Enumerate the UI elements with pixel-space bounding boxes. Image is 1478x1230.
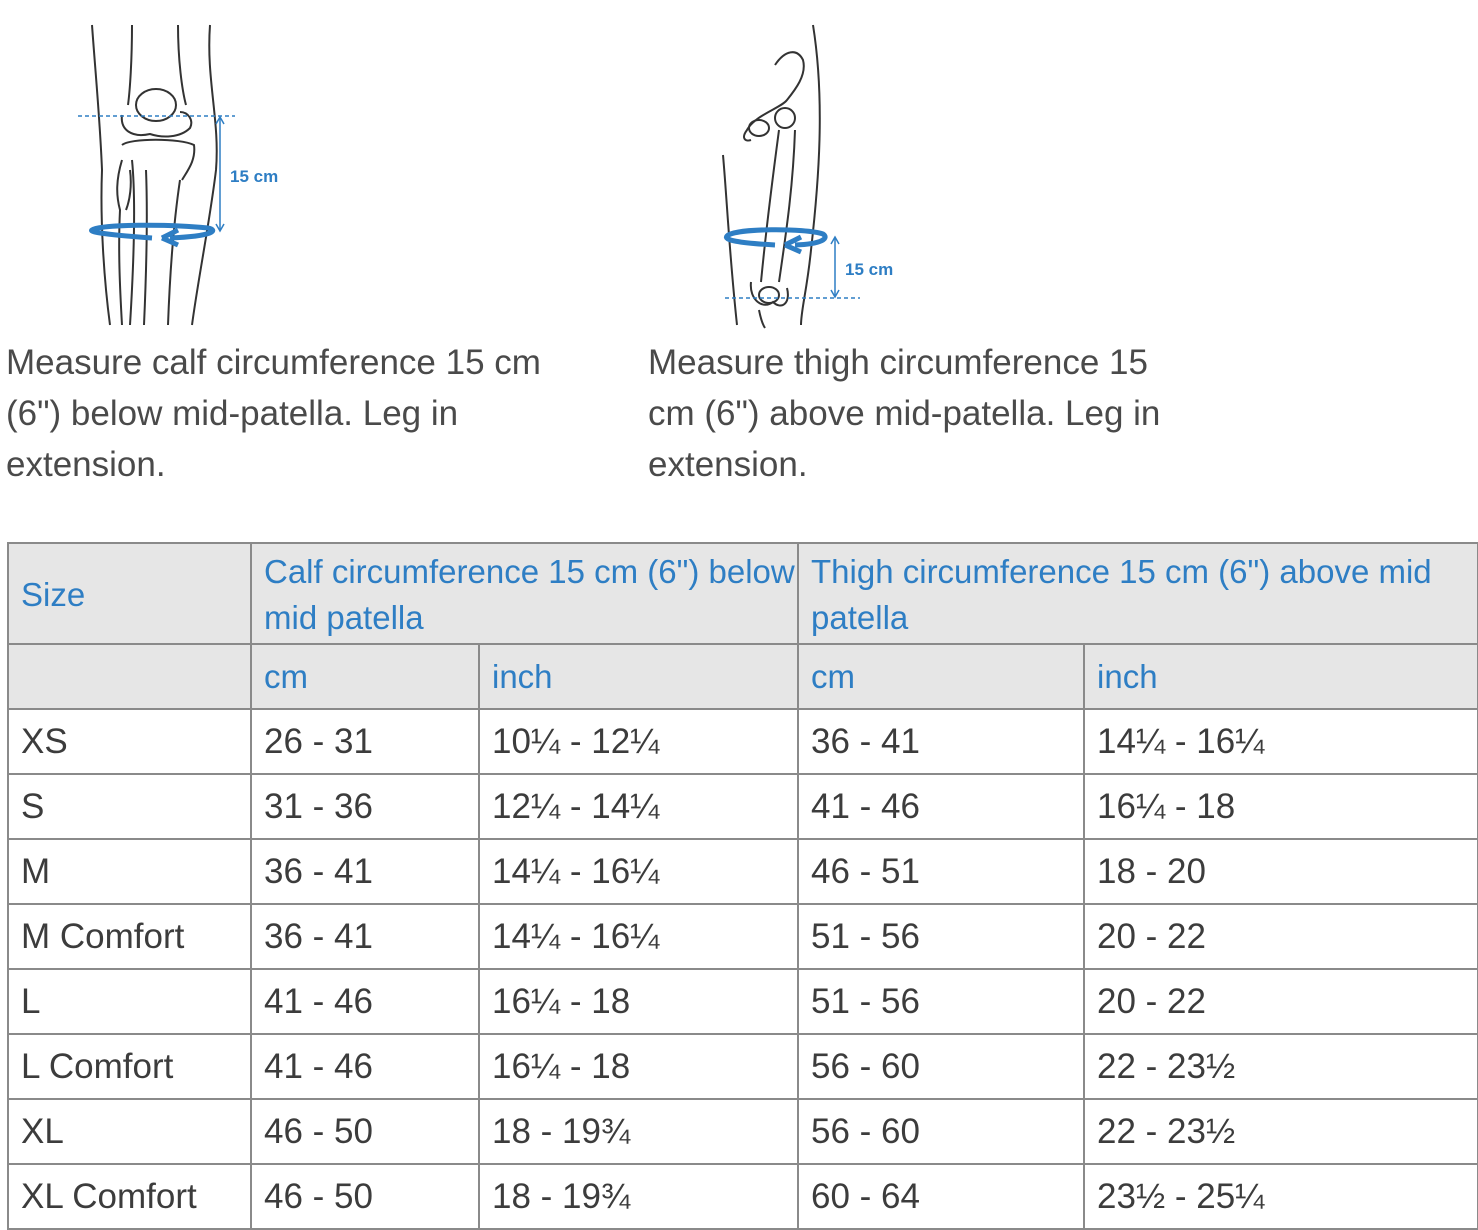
thigh-inch-cell: 22 - 23½ <box>1084 1034 1478 1099</box>
units-calf-cm: cm <box>251 644 479 709</box>
table-row <box>8 839 1478 904</box>
table-row <box>8 904 1478 969</box>
calf-cm-cell: 31 - 36 <box>251 774 479 839</box>
table-header-row <box>8 543 1478 644</box>
calf-inch-cell: 10¼ - 12¼ <box>479 709 798 774</box>
thigh-caption: Measure thigh circumference 15 cm (6") above mid-patella. Leg in extension. <box>648 343 1161 484</box>
thigh-inch-cell: 23½ - 25¼ <box>1084 1164 1478 1229</box>
size-cell: XS <box>8 709 251 774</box>
thigh-cm-cell: 51 - 56 <box>798 969 1084 1034</box>
size-cell: XL <box>8 1099 251 1164</box>
calf-cm-cell: 46 - 50 <box>251 1164 479 1229</box>
thigh-inch-cell: 18 - 20 <box>1084 839 1478 904</box>
units-thigh-cm: cm <box>798 644 1084 709</box>
calf-inch-cell: 14¼ - 16¼ <box>479 839 798 904</box>
calf-cm-cell: 41 - 46 <box>251 1034 479 1099</box>
size-cell: L <box>8 969 251 1034</box>
thigh-cm-cell: 60 - 64 <box>798 1164 1084 1229</box>
size-table <box>7 542 1478 1230</box>
size-cell: L Comfort <box>8 1034 251 1099</box>
size-cell: M Comfort <box>8 904 251 969</box>
calf-cm-cell: 36 - 41 <box>251 839 479 904</box>
calf-inch-cell: 16¼ - 18 <box>479 1034 798 1099</box>
table-row <box>8 969 1478 1034</box>
calf-cm-cell: 36 - 41 <box>251 904 479 969</box>
thigh-cm-cell: 46 - 51 <box>798 839 1084 904</box>
calf-inch-cell: 18 - 19¾ <box>479 1099 798 1164</box>
calf-cm-cell: 41 - 46 <box>251 969 479 1034</box>
calf-inch-cell: 12¼ - 14¼ <box>479 774 798 839</box>
thigh-inch-cell: 14¼ - 16¼ <box>1084 709 1478 774</box>
thigh-cm-cell: 56 - 60 <box>798 1099 1084 1164</box>
table-row <box>8 1099 1478 1164</box>
units-calf-inch: inch <box>479 644 798 709</box>
size-cell: XL Comfort <box>8 1164 251 1229</box>
calf-inch-cell: 16¼ - 18 <box>479 969 798 1034</box>
thigh-inch-cell: 22 - 23½ <box>1084 1099 1478 1164</box>
size-cell: M <box>8 839 251 904</box>
header-calf: Calf circumference 15 cm (6") below mid patella <box>251 543 798 644</box>
units-blank <box>8 644 251 709</box>
table-row <box>8 1164 1478 1229</box>
units-thigh-inch: inch <box>1084 644 1478 709</box>
calf-inch-cell: 14¼ - 16¼ <box>479 904 798 969</box>
table-units-row <box>8 644 1478 709</box>
thigh-cm-cell: 56 - 60 <box>798 1034 1084 1099</box>
table-row <box>8 709 1478 774</box>
thigh-inch-cell: 20 - 22 <box>1084 969 1478 1034</box>
calf-inch-cell: 18 - 19¾ <box>479 1164 798 1229</box>
size-cell: S <box>8 774 251 839</box>
table-row <box>8 1034 1478 1099</box>
table-row <box>8 774 1478 839</box>
thigh-inch-cell: 20 - 22 <box>1084 904 1478 969</box>
header-thigh: Thigh circumference 15 cm (6") above mid patella <box>798 543 1478 644</box>
knee-thigh-measurement-icon <box>715 20 925 330</box>
calf-cm-cell: 26 - 31 <box>251 709 479 774</box>
thigh-cm-cell: 41 - 46 <box>798 774 1084 839</box>
calf-cm-cell: 46 - 50 <box>251 1099 479 1164</box>
thigh-inch-cell: 16¼ - 18 <box>1084 774 1478 839</box>
thigh-measure-label: 15 cm <box>845 260 894 279</box>
knee-calf-measurement-icon <box>70 20 300 330</box>
calf-measure-label: 15 cm <box>230 167 279 186</box>
header-size: Size <box>8 543 251 644</box>
calf-caption: Measure calf circumference 15 cm (6") below mid-patella. Leg in extension. <box>6 343 541 484</box>
thigh-cm-cell: 51 - 56 <box>798 904 1084 969</box>
thigh-cm-cell: 36 - 41 <box>798 709 1084 774</box>
